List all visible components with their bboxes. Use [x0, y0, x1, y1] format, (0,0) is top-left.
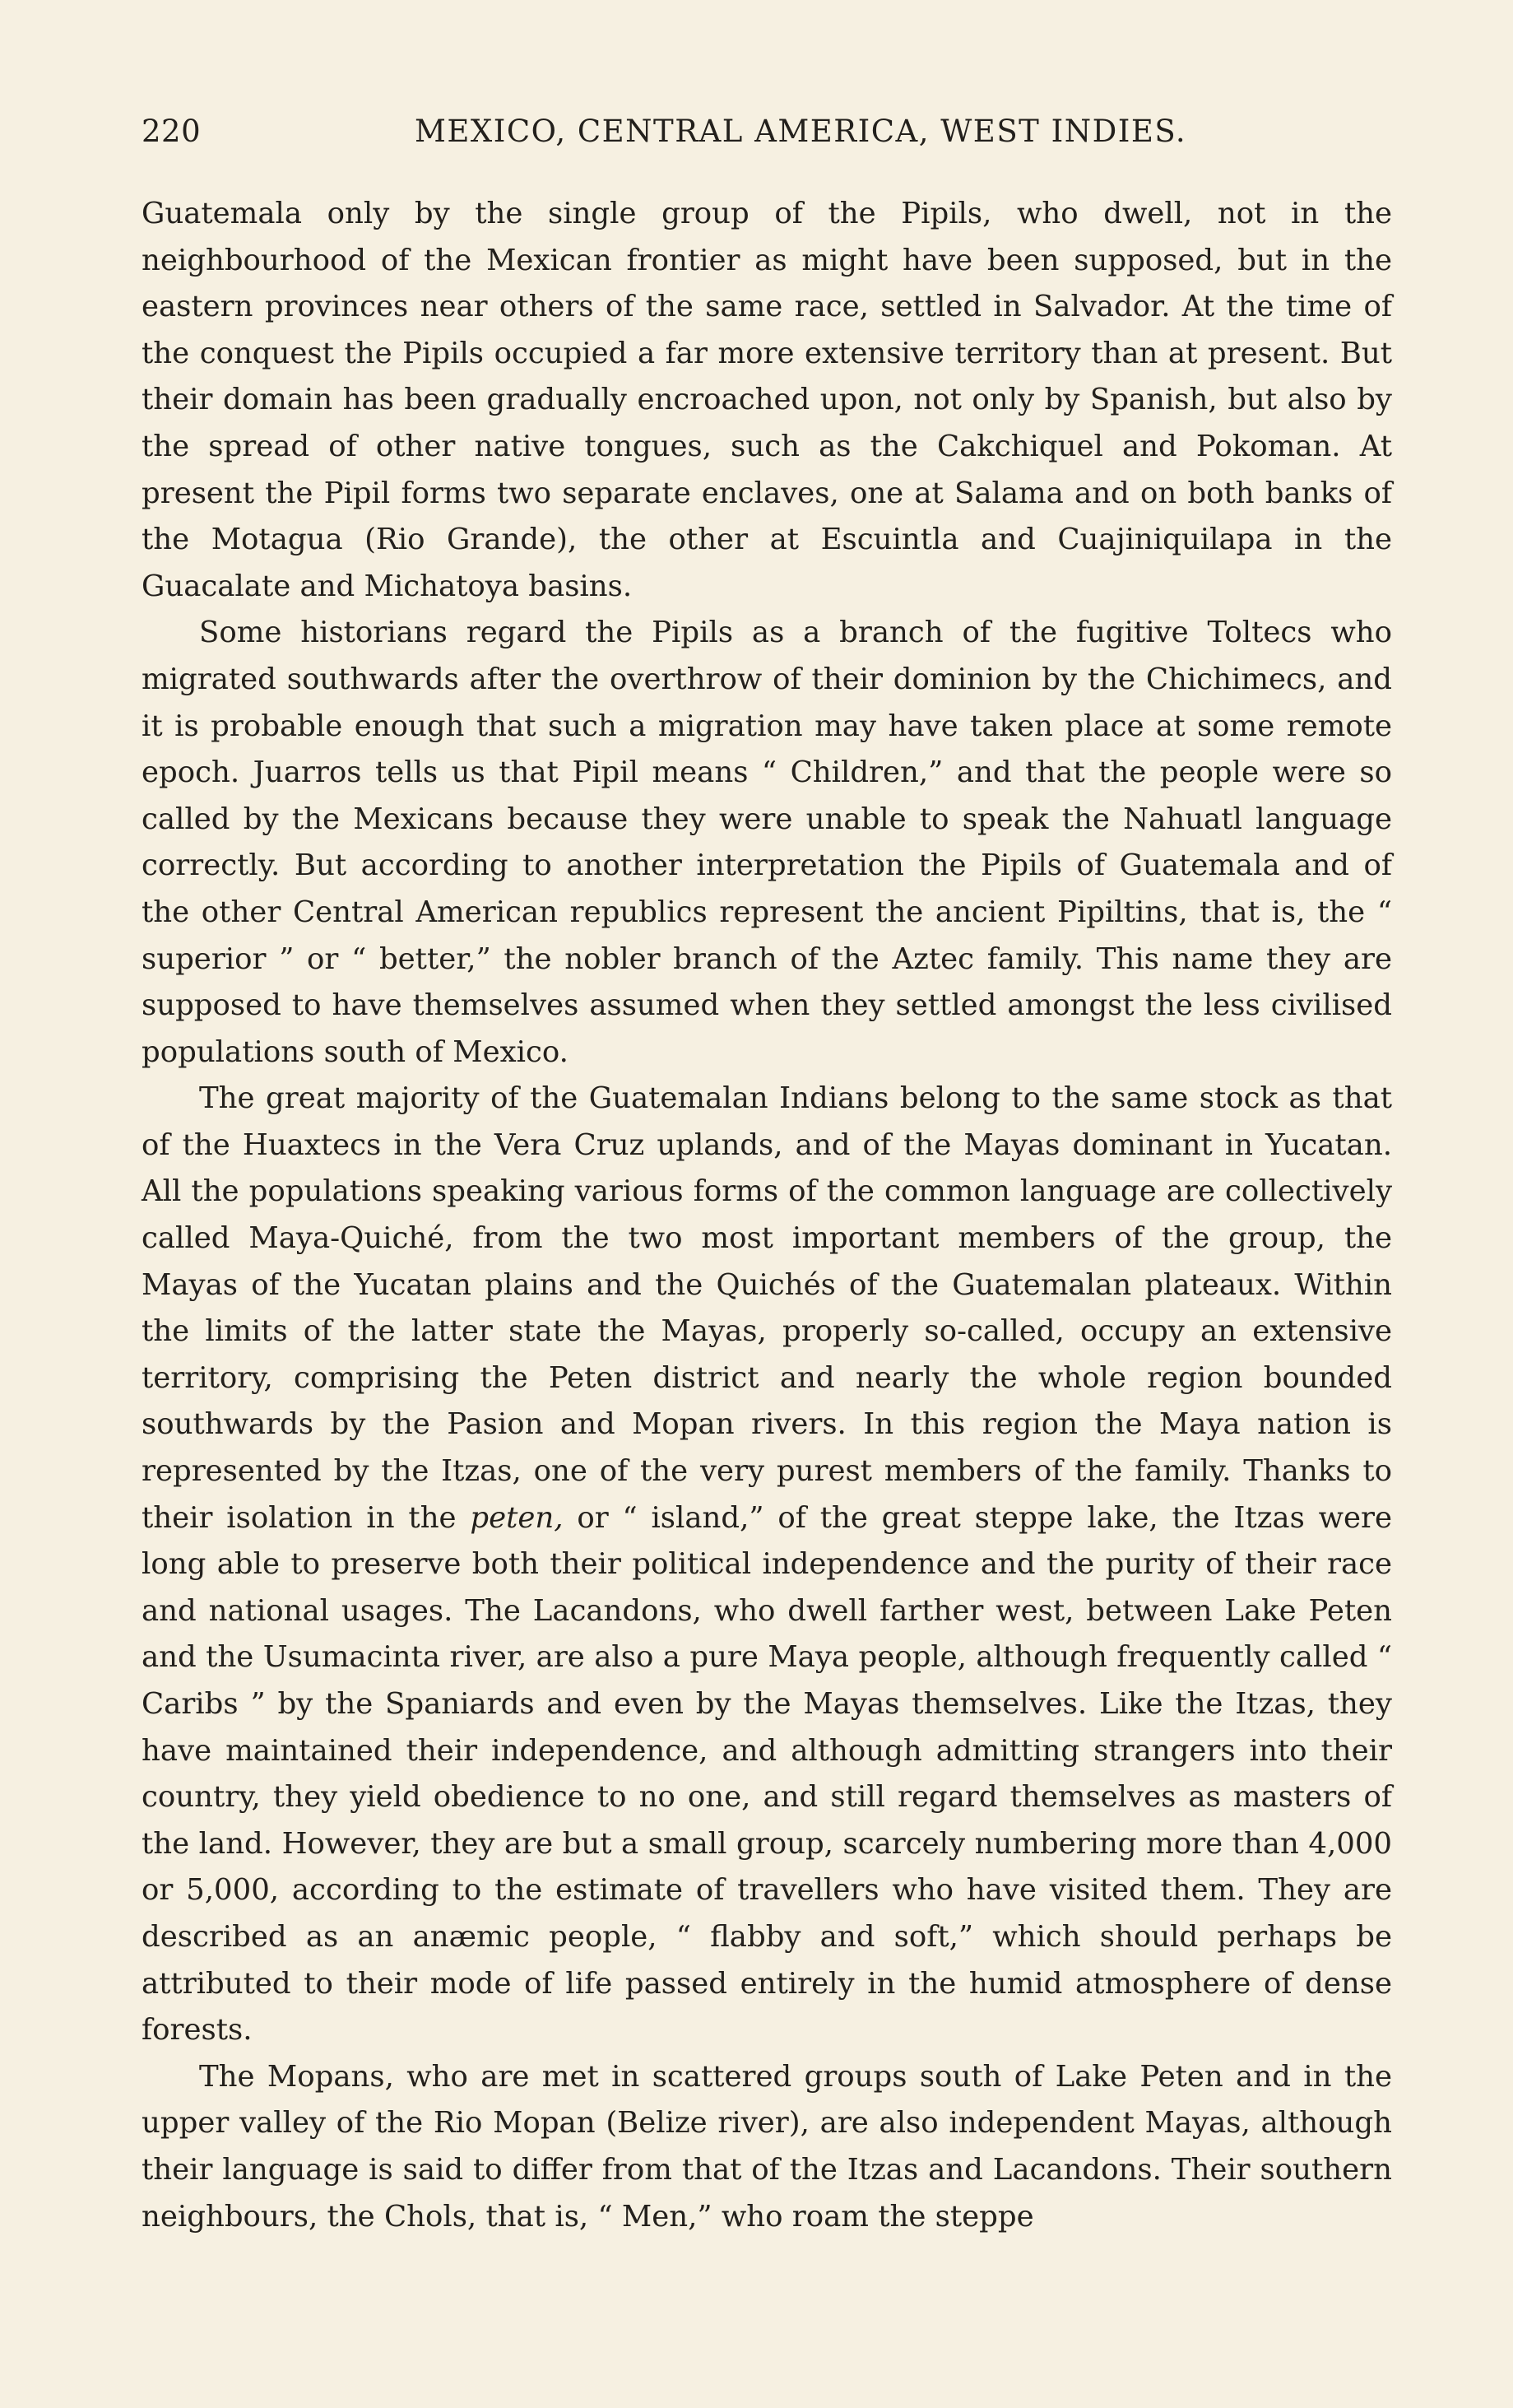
paragraph-text-segment: The great majority of the Guatemalan Indians belong to the same stock as that of the Huaxtecs in the Vera Cruz uplands, and of the Mayas dominant in Yucatan. All the populations speaking various forms of the common language are collectively called Maya-Quiché, from the two most important members of the group, the Mayas of the Yucatan plains and the Quichés of the Guatemalan plateaux. Within the limits of the latter state the Mayas, properly so-called, occupy an extensive territory, comprising the Peten district and nearly the whole region bounded southwards by the Pasion and Mopan rivers. In this region the Maya nation is represented by the Itzas, one of the very purest members of the family. Thanks to their isolation in the [142, 1081, 1392, 1535]
italic-term-peten: peten, [470, 1500, 564, 1535]
paragraph-maya-quiche [142, 1076, 1392, 2053]
paragraph-pipils-distribution: Guatemala only by the single group of the Pipils, who dwell, not in the neighbourhood of the Mexican frontier as might have been supposed, but in the eastern provinces near others of the same race, settled in Salvador. At the time of the conquest the Pipils occupied a far more extensive territory than at present. But their domain has been gradually encroached upon, not only by Spanish, but also by the spread of other native tongues, such as the Cakchiquel and Pokoman. At present the Pipil forms two separate enclaves, one at Salama and on both banks of the Motagua (Rio Grande), the other at Escuintla and Cuajiniquilapa in the Guacalate and Michatoya basins. [142, 197, 1392, 603]
body-text [142, 191, 1392, 2240]
paragraph-pipils-origin: Some historians regard the Pipils as a branch of the fugitive Toltecs who migrated southwards after the overthrow of their dominion by the Chichimecs, and it is probable enough that such a migration may have taken place at some remote epoch. Juarros tells us that Pipil means “ Children,” and that the people were so called by the Mexicans because they were unable to speak the Nahuatl language correctly. But according to another interpretation the Pipils of Guatemala and of the other Central American republics represent the ancient Pipiltins, that is, the “ superior ” or “ better,” the nobler branch of the Aztec family. This name they are supposed to have themselves assumed when they settled amongst the less civilised populations south of Mexico. [142, 616, 1392, 1069]
paragraph-text-segment: or “ island,” of the great steppe lake, the Itzas were long able to preserve both their political independence and the purity of their race and national usages. The Lacandons, who dwell farther west, between Lake Peten and the Usumacinta river, are also a pure Maya people, although frequently called “ Caribs ” by the Spaniards and even by the Mayas themselves. Like the Itzas, they have maintained their independence, and although admitting strangers into their country, they yield obedience to no one, and still regard themselves as masters of the land. However, they are but a small group, scarcely numbering more than 4,000 or 5,000, according to the estimate of travellers who have visited them. They are described as an anæmic people, “ flabby and soft,” which should perhaps be attributed to their mode of life passed entirely in the humid atmosphere of dense forests. [142, 1500, 1392, 2048]
page-number: 220 [142, 114, 202, 149]
running-head [142, 114, 1396, 163]
paragraph-mopans: The Mopans, who are met in scattered groups south of Lake Peten and in the upper valley of the Rio Mopan (Belize river), are also independent Mayas, although their language is said to differ from that of the Itzas and Lacandons. Their southern neighbours, the Chols, that is, “ Men,” who roam the steppe [142, 2059, 1392, 2234]
running-title: MEXICO, CENTRAL AMERICA, WEST INDIES. [415, 114, 1187, 149]
